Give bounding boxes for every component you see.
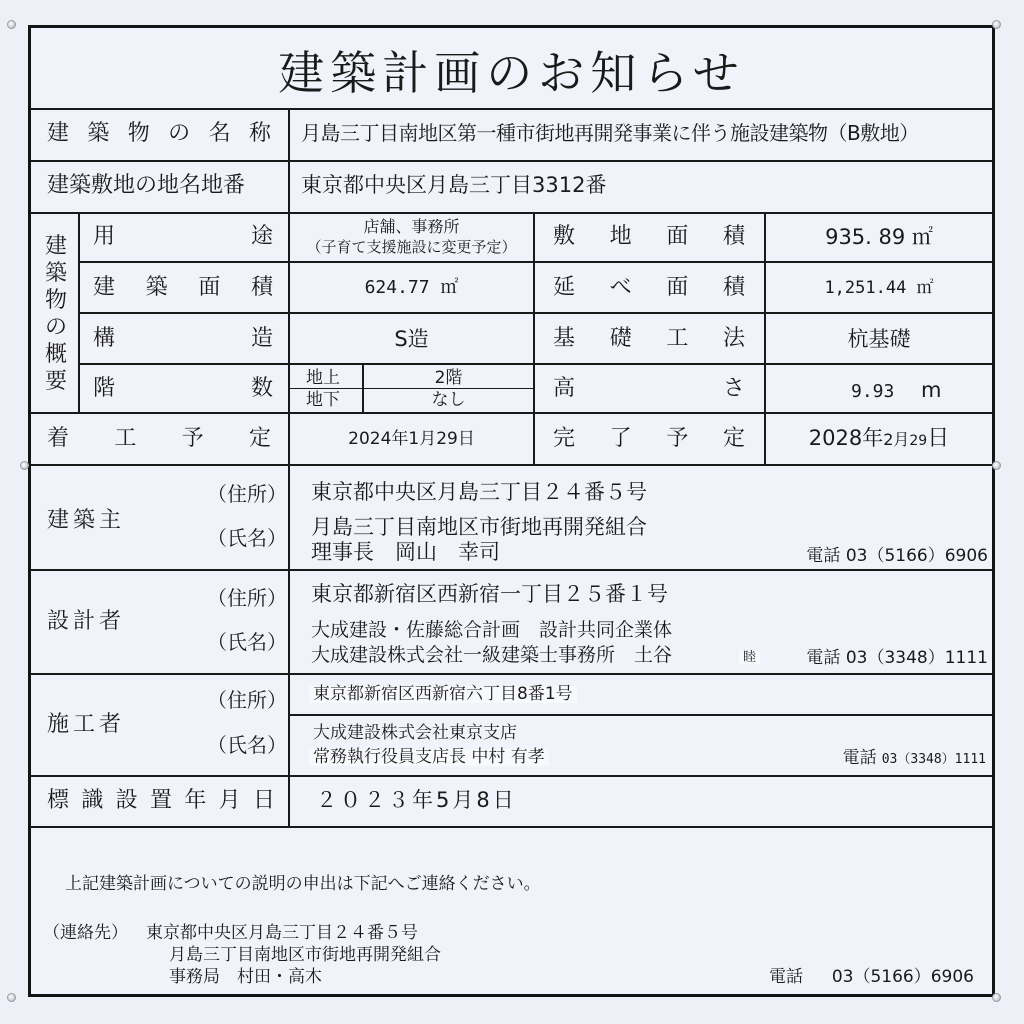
owner-label: 建築主 bbox=[47, 508, 126, 533]
divider bbox=[31, 108, 992, 110]
label-char: 設 bbox=[115, 788, 138, 813]
height-unit: m bbox=[921, 378, 942, 402]
height-value: 9.93 bbox=[851, 381, 895, 402]
total-floor-area-label bbox=[553, 277, 745, 299]
building-name-value: 月島三丁目南地区第一種市街地再開発事業に伴う施設建築物（B敷地） bbox=[301, 121, 919, 145]
site-area-label bbox=[553, 226, 745, 248]
label-char: 予 bbox=[666, 426, 689, 451]
phone-number: 03（5166）6906 bbox=[831, 967, 974, 987]
label-char: べ bbox=[609, 275, 632, 300]
site-area-value: 935. 89 ㎡ bbox=[825, 225, 933, 249]
label-char: 延 bbox=[553, 275, 576, 300]
label-char: 面 bbox=[666, 275, 689, 300]
floors-above-value: 2階 bbox=[434, 368, 463, 388]
label-char: 構 bbox=[93, 326, 116, 351]
label-char: 積 bbox=[250, 275, 273, 300]
page-title: 建築計画のお知らせ bbox=[278, 46, 745, 100]
structure-label bbox=[93, 328, 273, 350]
owner-address-label: （住所） bbox=[207, 482, 287, 506]
label-char: 名 bbox=[208, 121, 231, 146]
label-char: 識 bbox=[81, 788, 104, 813]
overview-group-label bbox=[44, 233, 68, 395]
label-char: 了 bbox=[609, 426, 632, 451]
label-char: 敷 bbox=[553, 224, 576, 249]
label-char: さ bbox=[722, 376, 745, 401]
owner-name-line2: 理事長 岡山 幸司 bbox=[311, 540, 500, 564]
contractor-name-label: （氏名） bbox=[207, 733, 287, 757]
building-name-label bbox=[47, 123, 271, 145]
label-char: 概 bbox=[44, 342, 67, 367]
divider bbox=[31, 212, 992, 214]
label-char: 日 bbox=[252, 788, 275, 813]
owner-name-label: （氏名） bbox=[207, 526, 287, 550]
label-char: 築 bbox=[87, 121, 110, 146]
divider bbox=[31, 569, 992, 571]
phone-label: 電話 bbox=[769, 967, 804, 987]
structure-value: S造 bbox=[394, 327, 429, 351]
completion-year: 2028年 bbox=[808, 426, 884, 450]
screw-icon bbox=[992, 20, 1001, 29]
label-char: 定 bbox=[248, 426, 271, 451]
label-char: 建 bbox=[93, 275, 116, 300]
contractor-phone bbox=[843, 750, 986, 767]
owner-phone: 電話 03（5166）6906 bbox=[806, 546, 988, 566]
building-area-value: 624.77 ㎡ bbox=[364, 277, 459, 298]
building-area-label bbox=[93, 277, 273, 299]
use-value-line2: （子育て支援施設に変更予定） bbox=[306, 238, 517, 256]
label-char: 定 bbox=[722, 426, 745, 451]
floors-below-label: 地下 bbox=[306, 390, 340, 410]
label-char: 数 bbox=[250, 376, 273, 401]
designer-name-line1: 大成建設・佐藤総合計画 設計共同企業体 bbox=[311, 619, 673, 641]
designer-name-line2: 大成建設株式会社一級建築士事務所 土谷 bbox=[311, 644, 673, 666]
divider bbox=[31, 775, 992, 777]
phone-number: 03（3348）1111 bbox=[881, 752, 986, 767]
label-char: 完 bbox=[553, 426, 576, 451]
label-char: 礎 bbox=[609, 326, 632, 351]
posted-date-label bbox=[47, 790, 275, 812]
label-char: 工 bbox=[666, 326, 689, 351]
floors-below-value: なし bbox=[431, 390, 466, 410]
floors-above-label: 地上 bbox=[306, 368, 340, 388]
designer-name-suffix: 睦 bbox=[739, 651, 760, 664]
divider bbox=[533, 212, 535, 464]
foundation-label bbox=[553, 328, 745, 350]
divider bbox=[288, 714, 992, 716]
total-floor-area-value: 1,251.44 ㎡ bbox=[824, 278, 934, 298]
designer-address: 東京都新宿区西新宿一丁目２５番１号 bbox=[311, 582, 668, 606]
label-char: 法 bbox=[722, 326, 745, 351]
divider bbox=[31, 826, 992, 828]
designer-name-label: （氏名） bbox=[207, 630, 287, 654]
screw-icon bbox=[992, 993, 1001, 1002]
posted-date-value: ２０２３年5月8日 bbox=[316, 788, 517, 812]
label-char: 造 bbox=[250, 326, 273, 351]
label-char: 面 bbox=[666, 224, 689, 249]
notice-message: 上記建築計画についての説明の申出は下記へご連絡ください。 bbox=[65, 874, 541, 894]
use-value-line1: 店舗、事務所 bbox=[363, 217, 460, 236]
label-char: の bbox=[44, 315, 67, 340]
site-address-value: 東京都中央区月島三丁目3312番 bbox=[301, 173, 607, 197]
label-char: 称 bbox=[248, 121, 271, 146]
label-char: 物 bbox=[44, 288, 67, 313]
label-char: 高 bbox=[553, 376, 576, 401]
label-char: 積 bbox=[722, 275, 745, 300]
designer-label: 設計者 bbox=[47, 609, 126, 634]
label-char: 階 bbox=[93, 376, 116, 401]
completion-day-suffix: 日 bbox=[927, 426, 950, 451]
divider bbox=[31, 464, 992, 466]
contact-org: 月島三丁目南地区市街地再開発組合 bbox=[169, 945, 441, 965]
divider bbox=[78, 212, 80, 412]
divider bbox=[31, 160, 992, 162]
completion-day: 29 bbox=[909, 433, 928, 449]
contact-address: 東京都中央区月島三丁目２４番５号 bbox=[146, 923, 418, 943]
divider bbox=[78, 261, 992, 263]
label-char: 標 bbox=[47, 788, 70, 813]
label-char: 着 bbox=[47, 426, 70, 451]
start-label bbox=[47, 428, 271, 450]
screw-icon bbox=[7, 20, 16, 29]
completion-label bbox=[553, 428, 745, 450]
label-char: 途 bbox=[250, 224, 273, 249]
start-value: 2024年1月29日 bbox=[348, 429, 475, 449]
label-char: 工 bbox=[114, 426, 137, 451]
divider bbox=[288, 388, 533, 389]
floors-label bbox=[93, 378, 273, 400]
divider bbox=[31, 412, 992, 414]
divider bbox=[78, 363, 992, 365]
divider bbox=[78, 312, 992, 314]
label-char: 建 bbox=[47, 121, 70, 146]
completion-value bbox=[766, 428, 992, 450]
label-char: 年 bbox=[184, 788, 207, 813]
site-address-label: 建築敷地の地名地番 bbox=[47, 173, 246, 198]
label-char: 要 bbox=[44, 369, 67, 394]
label-char: 月 bbox=[218, 788, 241, 813]
contractor-address: 東京都新宿区西新宿六丁目8番1号 bbox=[309, 686, 577, 703]
label-char: 用 bbox=[93, 224, 116, 249]
designer-phone: 電話 03（3348）1111 bbox=[806, 648, 988, 668]
contractor-name-line2: 常務執行役員支店長 中村 有孝 bbox=[309, 749, 549, 766]
label-char: 築 bbox=[145, 275, 168, 300]
contact-phone bbox=[769, 969, 974, 986]
screw-icon bbox=[20, 461, 29, 470]
screw-icon bbox=[992, 461, 1001, 470]
completion-month: 2月 bbox=[883, 430, 910, 449]
owner-name-line1: 月島三丁目南地区市街地再開発組合 bbox=[311, 515, 647, 539]
label-char: 地 bbox=[609, 224, 632, 249]
foundation-value: 杭基礎 bbox=[847, 327, 911, 351]
contact-label: （連絡先） bbox=[43, 923, 128, 943]
label-char: 基 bbox=[553, 326, 576, 351]
contractor-name-line1: 大成建設株式会社東京支店 bbox=[313, 723, 517, 743]
owner-address: 東京都中央区月島三丁目２４番５号 bbox=[311, 480, 647, 504]
label-char: 面 bbox=[198, 275, 221, 300]
divider bbox=[31, 673, 992, 675]
contractor-address-label: （住所） bbox=[207, 688, 287, 712]
contact-person: 事務局 村田・高木 bbox=[169, 967, 322, 987]
label-char: 予 bbox=[181, 426, 204, 451]
label-char: 物 bbox=[127, 121, 150, 146]
use-label bbox=[93, 226, 273, 248]
label-char: 築 bbox=[44, 261, 67, 286]
label-char: の bbox=[168, 121, 191, 146]
height-label bbox=[553, 378, 745, 400]
screw-icon bbox=[7, 993, 16, 1002]
phone-label: 電話 bbox=[842, 748, 877, 768]
contractor-label: 施工者 bbox=[47, 712, 126, 737]
label-char: 建 bbox=[44, 234, 67, 259]
label-char: 積 bbox=[722, 224, 745, 249]
construction-notice-board bbox=[28, 25, 995, 997]
label-char: 置 bbox=[149, 788, 172, 813]
divider bbox=[288, 108, 290, 826]
designer-address-label: （住所） bbox=[207, 586, 287, 610]
